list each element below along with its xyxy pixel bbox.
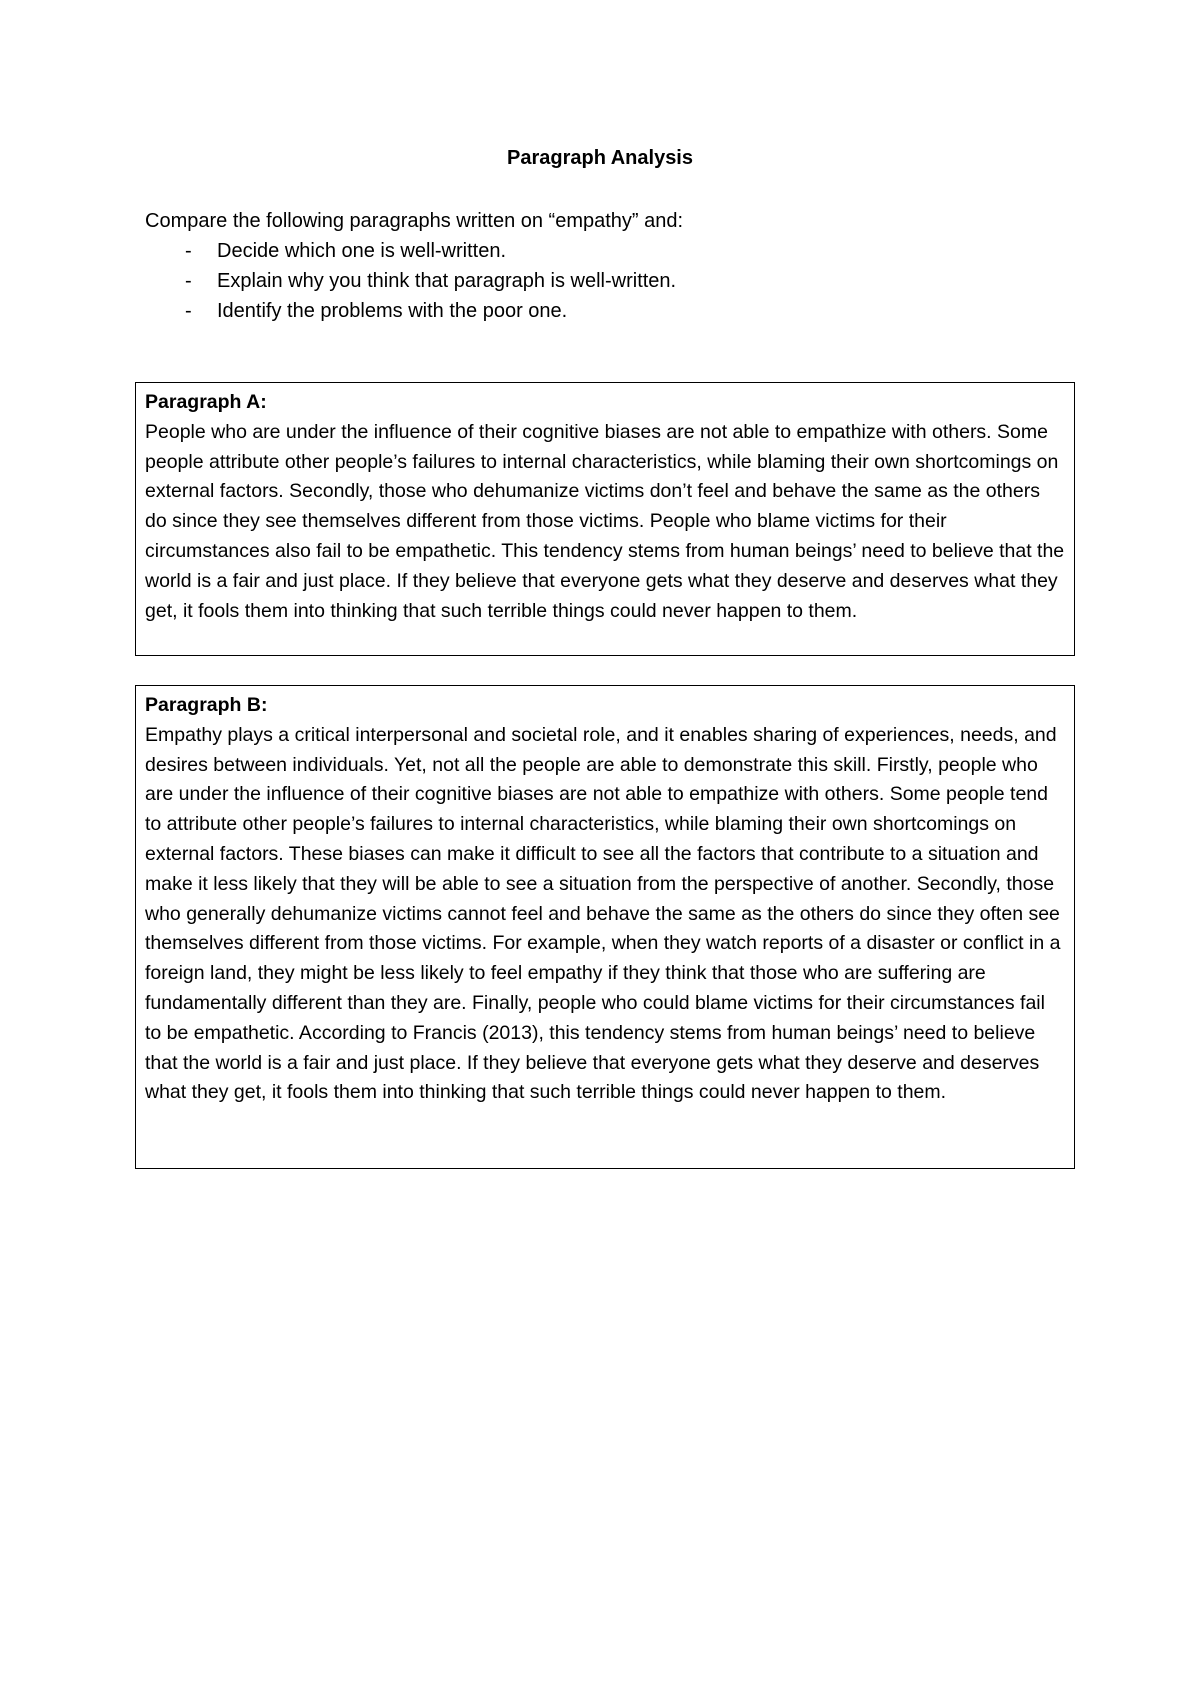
paragraph-a-box xyxy=(135,382,1075,656)
task-text: Identify the problems with the poor one. xyxy=(217,300,568,322)
page-title: Paragraph Analysis xyxy=(506,147,693,169)
paragraph-b-box xyxy=(135,685,1075,1169)
task-text: Decide which one is well-written. xyxy=(217,240,507,262)
task-item xyxy=(145,236,1085,266)
instructions xyxy=(145,206,1085,326)
paragraph-a-heading: Paragraph A: xyxy=(145,391,267,413)
task-list xyxy=(145,236,1085,326)
paragraph-b-text: Empathy plays a critical interpersonal and societal role, and it enables sharing of experiences, needs, and desires between individuals. Yet, not all the people are able to demonstrate this skill. Firstly, people who are under the influence of their cognitive biases are not able to empathize with others. Some people tend to attribute other people’s failures to internal characteristics, while blaming their own shortcomings on external factors. These biases can make it difficult to see all the factors that contribute to a situation and make it less likely that they will be able to see a situation from the perspective of another. Secondly, those who generally dehumanize victims cannot feel and behave the same as the others do since they often see themselves different from those victims. For example, when they watch reports of a disaster or conflict in a foreign land, they might be less likely to feel empathy if they think that those who are suffering are fundamentally different than they are. Finally, people who could blame victims for their circumstances fail to be empathetic. According to Francis (2013), this tendency stems from human beings’ need to believe that the world is a fair and just place. If they believe that everyone gets what they deserve and deserves what they get, it fools them into thinking that such terrible things could never happen to them. xyxy=(145,723,1061,1104)
instructions-lead: Compare the following paragraphs written on “empathy” and: xyxy=(145,210,684,232)
dash-bullet: - xyxy=(185,300,192,322)
task-item xyxy=(145,266,1085,296)
task-text: Explain why you think that paragraph is well-written. xyxy=(217,270,677,292)
dash-bullet: - xyxy=(185,270,192,292)
paragraph-a-text: People who are under the influence of their cognitive biases are not able to empathize with others. Some people attribute other people’s failures to internal characteristics, while blaming their own shortcomings on external factors. Secondly, those who dehumanize victims don’t feel and behave the same as the others do since they see themselves different from those victims. People who blame victims for their circumstances also fail to be empathetic. This tendency stems from human beings’ need to believe that the world is a fair and just place. If they believe that everyone gets what they deserve and deserves what they get, it fools them into thinking that such terrible things could never happen to them. xyxy=(145,420,1065,622)
paragraph-b-heading: Paragraph B: xyxy=(145,694,268,716)
task-item xyxy=(145,296,1085,326)
dash-bullet: - xyxy=(185,240,192,262)
